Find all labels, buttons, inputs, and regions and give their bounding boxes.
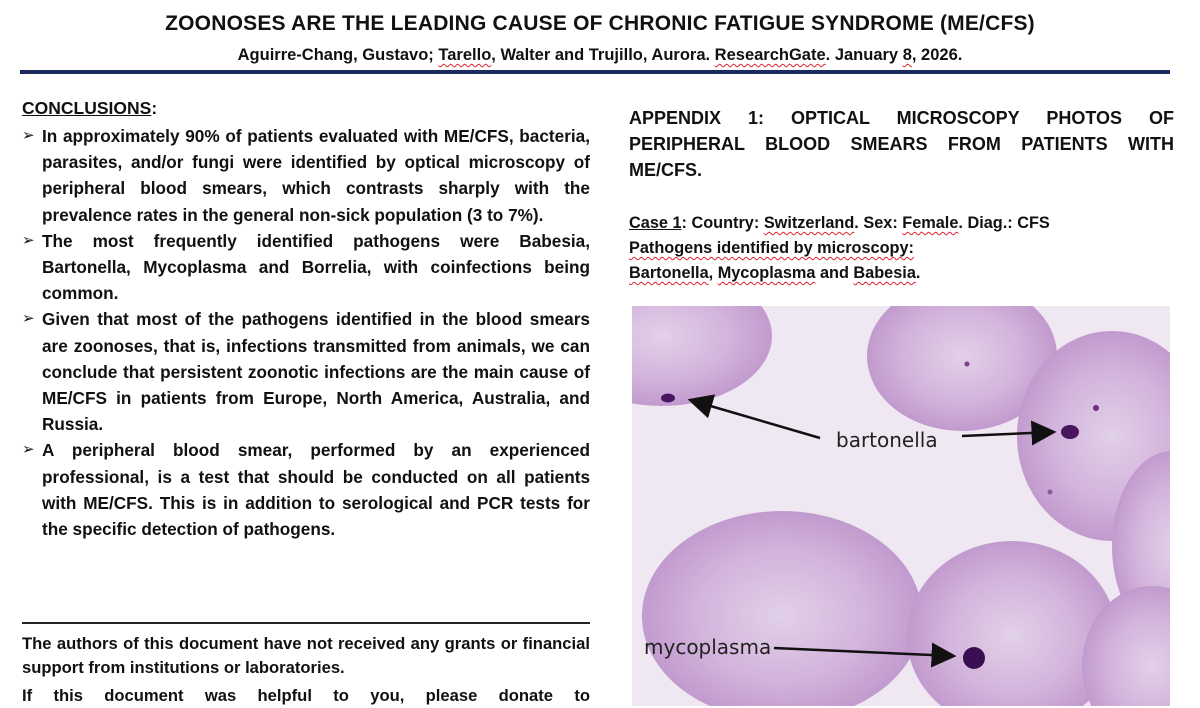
conclusion-text: Given that most of the pathogens identified in the blood smears are zoonoses, that is, infections transmitted from animals, we can conclude that persistent zoonotic infections are the main cause of ME/CFS in patients from Europe, North America, Australia, and Russia. bbox=[42, 309, 590, 435]
conclusions-list bbox=[22, 123, 590, 542]
funding-note bbox=[22, 632, 590, 708]
pathogen-sep: and bbox=[815, 264, 854, 282]
pathogen-sep: , bbox=[708, 264, 718, 282]
list-item bbox=[22, 306, 590, 437]
arrow-bullet-icon: ➢ bbox=[22, 310, 35, 328]
author-line bbox=[0, 46, 1200, 65]
arrow-bullet-icon: ➢ bbox=[22, 127, 35, 144]
inclusion-dot bbox=[965, 362, 970, 367]
appendix-section bbox=[629, 105, 1174, 286]
bartonella-inclusion bbox=[1061, 425, 1079, 439]
list-item bbox=[22, 228, 590, 307]
date-prefix: . January bbox=[825, 46, 903, 64]
authors-mid: , Walter and Trujillo, Aurora. bbox=[491, 46, 715, 64]
author-tarello: Tarello bbox=[438, 46, 492, 64]
pathogens-label: Pathogens identified by microscopy: bbox=[629, 239, 914, 257]
mycoplasma-inclusion bbox=[963, 647, 985, 669]
sex-label: . Sex: bbox=[854, 214, 903, 232]
authors-prefix: Aguirre-Chang, Gustavo; bbox=[237, 46, 439, 64]
pathogens-line bbox=[629, 261, 1174, 286]
date-day: 8 bbox=[902, 46, 912, 64]
conclusion-text: A peripheral blood smear, performed by an experienced professional, is a test that should be conducted on all patients with ME/CFS. This is in addition to serological and PCR tests for the specific detection of pathogens. bbox=[42, 440, 590, 540]
bartonella-inclusion bbox=[661, 394, 675, 403]
list-item bbox=[22, 123, 590, 228]
case-label: Case 1 bbox=[629, 214, 682, 232]
case-line bbox=[629, 211, 1174, 236]
inclusion-dot bbox=[1093, 405, 1099, 411]
inclusion-dot bbox=[1048, 490, 1053, 495]
micrograph-svg bbox=[632, 306, 1170, 706]
country-label: : Country: bbox=[681, 214, 764, 232]
header-divider bbox=[20, 70, 1170, 74]
conclusions-heading-colon: : bbox=[151, 98, 158, 118]
case-details bbox=[629, 211, 1174, 286]
diagnosis: . Diag.: CFS bbox=[958, 214, 1050, 232]
conclusion-text: In approximately 90% of patients evaluated with ME/CFS, bacteria, parasites, and/or fungi were identified by optical microscopy of peripheral blood smears, which contrasts sharply with the prevalence rates in the general non-sick population (3 to 7%). bbox=[42, 126, 590, 225]
conclusions-heading bbox=[22, 98, 590, 119]
funding-statement: The authors of this document have not received any grants or financial support from institutions or laboratories. bbox=[22, 634, 590, 677]
conclusions-heading-text: CONCLUSIONS bbox=[22, 98, 152, 118]
conclusions-section bbox=[22, 98, 590, 542]
appendix-title: APPENDIX 1: OPTICAL MICROSCOPY PHOTOS OF PERIPHERAL BLOOD SMEARS FROM PATIENTS WITH ME/CFS. bbox=[629, 108, 1174, 180]
funding-divider bbox=[22, 622, 590, 624]
pathogen-mycoplasma: Mycoplasma bbox=[717, 264, 816, 282]
conclusion-text: The most frequently identified pathogens were Babesia, Bartonella, Mycoplasma and Borrelia, with coinfections being common. bbox=[42, 230, 590, 304]
sex-value: Female bbox=[902, 214, 959, 232]
mycoplasma-label: mycoplasma bbox=[644, 635, 772, 659]
source-name: ResearchGate bbox=[714, 46, 826, 64]
page-title: ZOONOSES ARE THE LEADING CAUSE OF CHRONIC FATIGUE SYNDROME (ME/CFS) bbox=[165, 12, 1035, 35]
list-item bbox=[22, 437, 590, 542]
donation-request: If this document was helpful to you, please donate to bbox=[22, 686, 590, 705]
pathogen-babesia: Babesia bbox=[853, 264, 916, 282]
arrow-bullet-icon: ➢ bbox=[22, 231, 35, 249]
blood-smear-micrograph bbox=[632, 306, 1170, 706]
bartonella-label: bartonella bbox=[836, 428, 938, 452]
country-value: Switzerland bbox=[763, 214, 855, 232]
arrow-bullet-icon: ➢ bbox=[22, 441, 35, 459]
pathogen-bartonella: Bartonella bbox=[629, 264, 709, 282]
date-suffix: , 2026. bbox=[911, 46, 963, 64]
pathogen-end: . bbox=[915, 264, 921, 282]
